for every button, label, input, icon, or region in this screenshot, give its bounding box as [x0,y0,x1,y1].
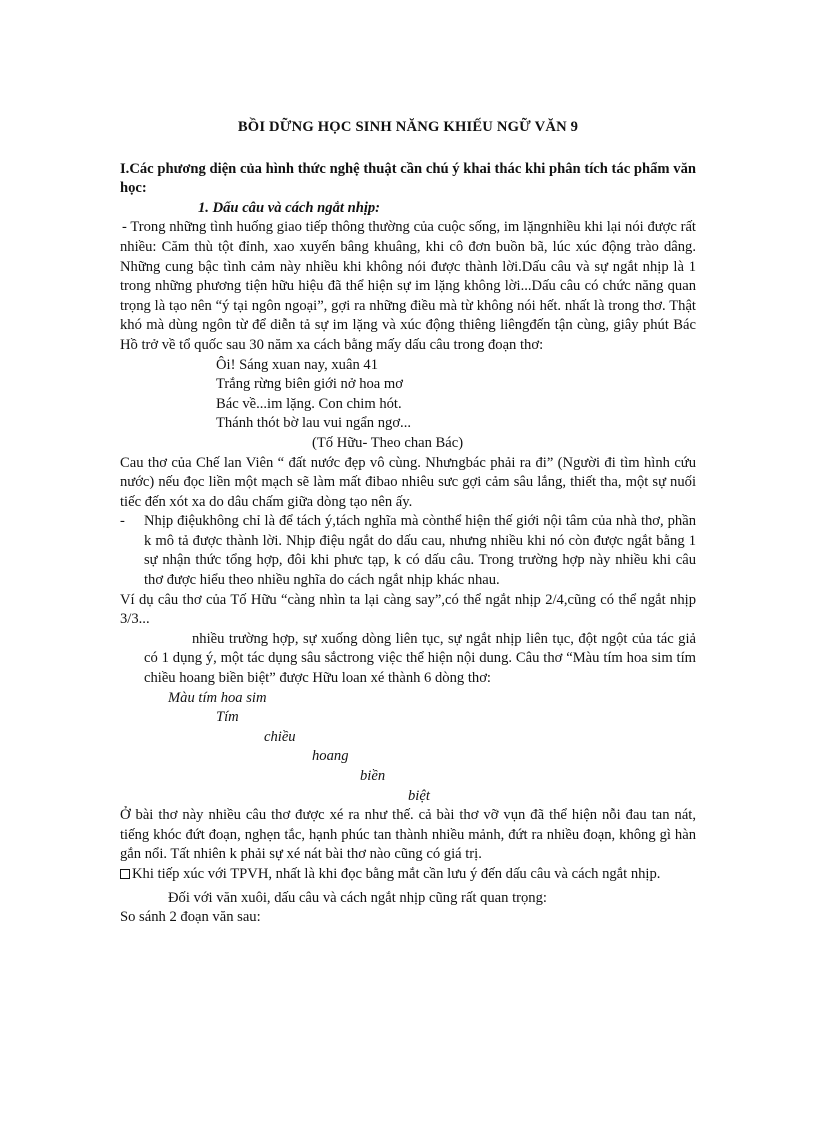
paragraph-6-text: Khi tiếp xúc với TPVH, nhất là khi đọc bằng mắt cần lưu ý đến dấu câu và cách ngắt nhịp. [132,865,661,882]
document-page [120,118,696,928]
staircase-poem [120,689,696,807]
stair-line-5: biền [360,768,386,784]
document-title: BỒI DỮNG HỌC SINH NĂNG KHIẾU NGỮ VĂN 9 [237,119,579,135]
section-heading: I.Các phương diện của hình thức nghệ thuật cần chú ý khai thác khi phân tích tác phẩm văn học: [120,160,696,197]
stair-line-4: hoang [312,748,349,765]
poem-source: (Tố Hữu- Theo chan Bác) [312,434,464,451]
poem-line: Trắng rừng biên giới nở hoa mơ [216,376,403,393]
paragraph-1: - Trong những tình huống giao tiếp thông thường của cuộc sống, im lặngnhiều khi lại nói được rất nhiều: Căm thù tột đỉnh, xao xuyến bâng khuâng, khi cô đơn buồn bã, lúc xúc động trào dâng. Những cung bậc tình cảm này nhiều khi không nói được thành lời.Dấu câu và sự ngắt nhịp là 1 trong những phương tiện hữu hiệu đã thể hiện sự im lặng không lời...Dấu câu có chức năng quan trọng là tạo nên “ý tại ngôn ngoại”, gợi ra những điều mà từ không nói hết. nhất là trong thơ. Thật khó mà dùng ngôn từ để diễn tả sự im lặng và xúc động thiêng liêngđến tận cùng, giây phút Bác Hồ trở về tổ quốc sau 30 năm xa cách bằng mấy dấu câu trong đoạn thơ: [120,219,696,353]
paragraph-3: Ví dụ câu thơ của Tố Hữu “càng nhìn ta lại càng say”,có thể ngắt nhịp 2/4,cũng có thể ngắt nhịp 3/3... [120,591,696,628]
paragraph-5: Ở bài thơ này nhiều câu thơ được xé ra như thế. cả bài thơ vỡ vụn đã thể hiện nỗi đau tan nát, tiếng khóc đứt đoạn, nghẹn tắc, hạnh phúc tan thành nhiều mảnh, đứt ra nhiều đoạn, không gì hàn gắn nổi. Tất nhiên k phải sự xé nát bài thơ nào cũng có giá trị. [120,807,696,863]
subheading: 1. Dấu câu và cách ngắt nhịp: [198,199,381,216]
paragraph-6 [120,865,696,885]
poem-line: Ôi! Sáng xuan nay, xuân 41 [216,356,378,373]
poem-line: Bác về...im lặng. Con chim hót. [216,395,402,412]
poem-line: Thánh thót bờ lau vui ngẩn ngơ... [216,415,411,432]
stair-line-6: biệt [408,787,430,804]
paragraph-4 [120,630,696,689]
stair-line-2: Tím [216,709,239,726]
dash-item-text: Nhịp điệukhông chỉ là để tách ý,tách nghĩa mà cònthể hiện thế giới nội tâm của nhà thơ, phần k mô tả được thành lời. Nhịp điệu ngắt do dấu cau, nhưng nhiều khi nó còn được ngắt bằng 1 sự nhận thức tổng hợp, đôi khi phưc tạp, k có dấu câu. Trong trường hợp này nhiều khi câu thơ được hiểu theo nhiều nghĩa do cách ngắt nhịp khác nhau. [144,513,696,589]
paragraph-8: So sánh 2 đoạn văn sau: [120,909,261,926]
poem-block [120,356,696,454]
paragraph-4-text: nhiều trường hợp, sự xuống dòng liên tục, sự ngắt nhịp liên tục, đột ngột của tác giả có 1 dụng ý, một tác dụng sâu sắctrong việc thể hiện nội dung. Câu thơ “Màu tím hoa sim tím chiều hoang biền biệt” được Hữu loan xé thành 6 dòng thơ: [144,630,696,687]
stair-line-3: chiều [264,728,296,745]
dash-list-item [120,512,696,590]
paragraph-2: Cau thơ của Chế lan Viên “ đất nước đẹp vô cùng. Nhưngbác phải ra đi” (Người đi tìm hình cứu nước) nếu đọc liền một mạch sẽ làm mất đibao nhiêu sưc gợi cảm sâu lắng, thiết tha, một sự nuối tiếc đến xót xa do dâu chấm giữa dòng tạo nên ấy. [120,454,696,510]
paragraph-7: Đối với văn xuôi, dấu câu và cách ngắt nhịp cũng rất quan trọng: [168,889,547,906]
stair-line-1: Màu tím hoa sim [168,689,267,706]
dash-bullet: - [120,513,125,530]
checkbox-square-icon [120,869,130,879]
